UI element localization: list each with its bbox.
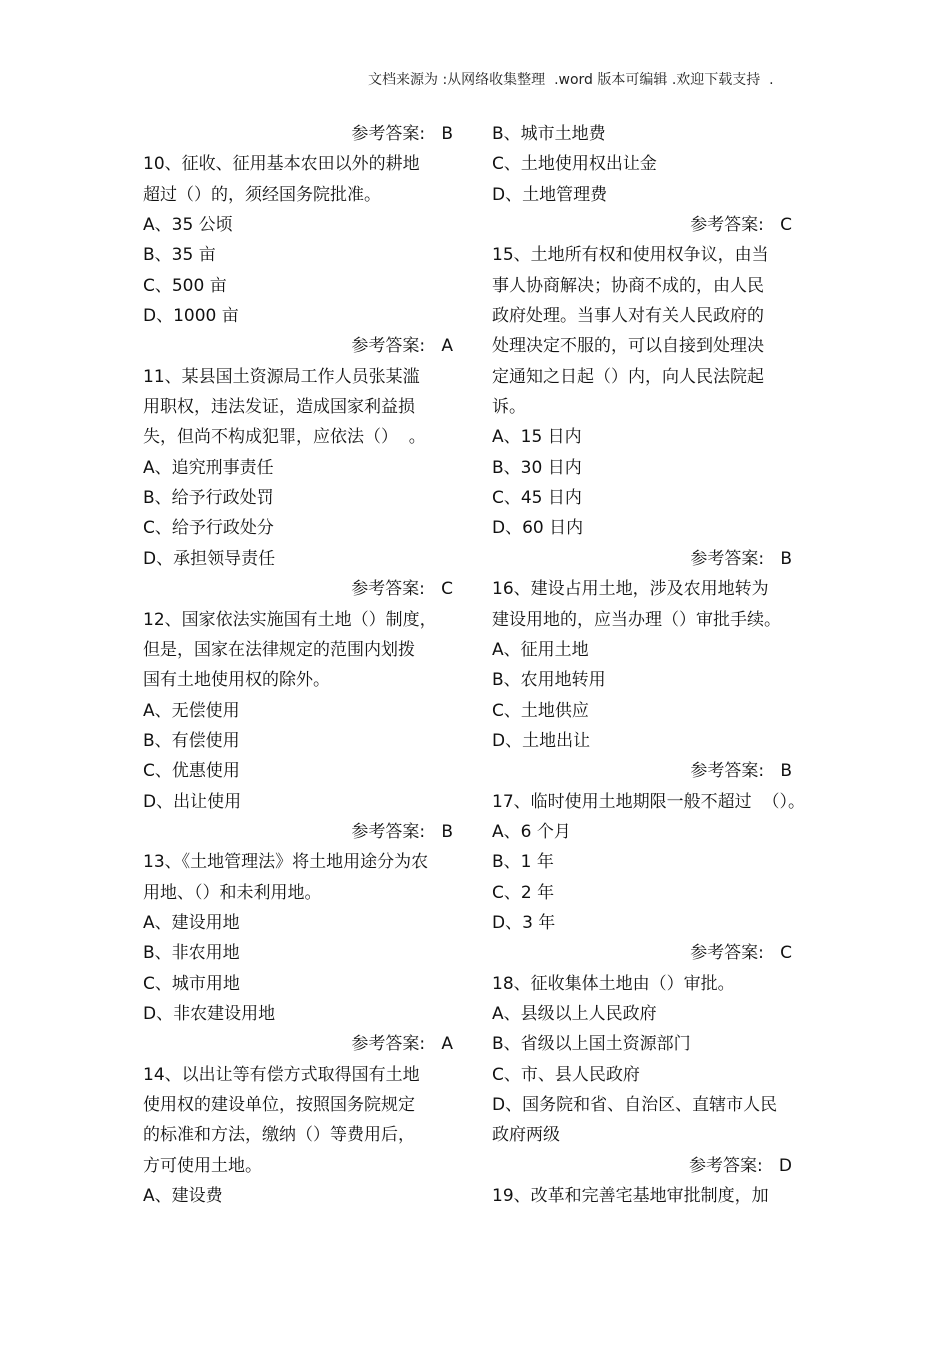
option-line: B、1 年 xyxy=(492,852,554,873)
question-line: 定通知之日起（）内，向人民法院起 xyxy=(492,366,764,387)
option-line: B、省级以上国土资源部门 xyxy=(492,1034,691,1055)
option-line: D、土地管理费 xyxy=(492,184,608,205)
question-line: 17、临时使用土地期限一般不超过 （）。 xyxy=(492,791,805,812)
option-line: A、建设费 xyxy=(143,1186,223,1207)
page-header: 文档来源为 :从网络收集整理 .word 版本可编辑 .欢迎下载支持 . xyxy=(368,72,774,88)
answer-line: 参考答案: B xyxy=(690,761,792,782)
option-line: D、出让使用 xyxy=(143,791,242,812)
option-line: B、非农用地 xyxy=(143,943,240,964)
option-line: B、给予行政处罚 xyxy=(143,488,274,509)
option-line: A、无偿使用 xyxy=(143,700,240,721)
question-line: 12、国家依法实施国有土地（）制度， xyxy=(143,609,437,630)
option-line: A、6 个月 xyxy=(492,821,571,842)
question-line: 18、征收集体土地由（）审批。 xyxy=(492,973,735,994)
option-line: C、城市用地 xyxy=(143,973,240,994)
option-line: B、城市土地费 xyxy=(492,124,606,144)
answer-line: 参考答案: D xyxy=(688,1155,792,1176)
question-line: 11、某县国土资源局工作人员张某滥 xyxy=(143,366,420,387)
question-line: 国有土地使用权的除外。 xyxy=(143,670,330,691)
option-line: D、承担领导责任 xyxy=(143,548,276,569)
answer-line: 参考答案: B xyxy=(351,124,453,144)
option-line: B、35 亩 xyxy=(143,245,216,266)
question-line: 用职权，违法发证，造成国家利益损 xyxy=(143,397,415,418)
answer-line: 参考答案: A xyxy=(351,336,453,357)
answer-line: 参考答案: A xyxy=(351,1034,453,1055)
question-line: 16、建设占用土地，涉及农用地转为 xyxy=(492,579,769,600)
question-line: 10、征收、征用基本农田以外的耕地 xyxy=(143,154,420,175)
question-line: 15、土地所有权和使用权争议，由当 xyxy=(492,245,769,266)
option-line: A、15 日内 xyxy=(492,427,582,448)
option-line: C、45 日内 xyxy=(492,488,582,509)
answer-line: 参考答案: C xyxy=(690,943,792,964)
option-line: D、土地出让 xyxy=(492,730,591,751)
option-line: C、500 亩 xyxy=(143,275,227,296)
question-line: 用地、（）和未利用地。 xyxy=(143,882,322,903)
option-line: D、3 年 xyxy=(492,912,556,933)
option-line: D、60 日内 xyxy=(492,518,584,539)
question-line: 但是，国家在法律规定的范围内划拨 xyxy=(143,639,415,660)
question-line: 超过（）的，须经国务院批准。 xyxy=(143,184,381,205)
option-line: A、追究刑事责任 xyxy=(143,457,274,478)
option-line: A、县级以上人民政府 xyxy=(492,1003,657,1024)
option-line: C、2 年 xyxy=(492,882,555,903)
question-line: 14、以出让等有偿方式取得国有土地 xyxy=(143,1064,420,1085)
option-line: A、建设用地 xyxy=(143,912,240,933)
question-line: 失，但尚不构成犯罪，应依法（） 。 xyxy=(143,427,426,448)
question-line: 建设用地的，应当办理（）审批手续。 xyxy=(492,609,781,630)
option-line: C、土地供应 xyxy=(492,700,589,721)
question-line: 事人协商解决；协商不成的，由人民 xyxy=(492,275,764,296)
option-line: C、土地使用权出让金 xyxy=(492,154,657,175)
option-line: B、有偿使用 xyxy=(143,730,240,751)
answer-line: 参考答案: B xyxy=(690,548,792,569)
answer-line: 参考答案: C xyxy=(690,215,792,236)
question-line: 方可使用土地。 xyxy=(143,1155,262,1176)
option-line: D、1000 亩 xyxy=(143,306,239,327)
option-line: A、征用土地 xyxy=(492,639,589,660)
option-line: C、市、县人民政府 xyxy=(492,1064,640,1085)
option-line: B、30 日内 xyxy=(492,457,582,478)
question-line: 使用权的建设单位，按照国务院规定 xyxy=(143,1095,415,1115)
left-column xyxy=(143,119,473,1211)
option-line: C、优惠使用 xyxy=(143,761,240,782)
option-line: C、给予行政处分 xyxy=(143,518,274,539)
option-line: A、35 公顷 xyxy=(143,215,233,236)
answer-line: 参考答案: B xyxy=(351,821,453,842)
option-line: D、非农建设用地 xyxy=(143,1003,276,1024)
option-line: 政府两级 xyxy=(492,1125,560,1146)
question-line: 诉。 xyxy=(492,397,526,418)
option-line: B、农用地转用 xyxy=(492,670,606,691)
answer-line: 参考答案: C xyxy=(351,579,453,600)
question-line: 的标准和方法，缴纳（）等费用后， xyxy=(143,1125,415,1146)
question-line: 13、《土地管理法》将土地用途分为农 xyxy=(143,852,429,873)
question-line: 处理决定不服的，可以自接到处理决 xyxy=(492,336,764,357)
question-line: 政府处理。当事人对有关人民政府的 xyxy=(492,306,764,327)
question-line: 19、改革和完善宅基地审批制度，加 xyxy=(492,1186,769,1207)
option-line: D、国务院和省、自治区、直辖市人民 xyxy=(492,1095,778,1115)
right-column xyxy=(492,119,822,1211)
